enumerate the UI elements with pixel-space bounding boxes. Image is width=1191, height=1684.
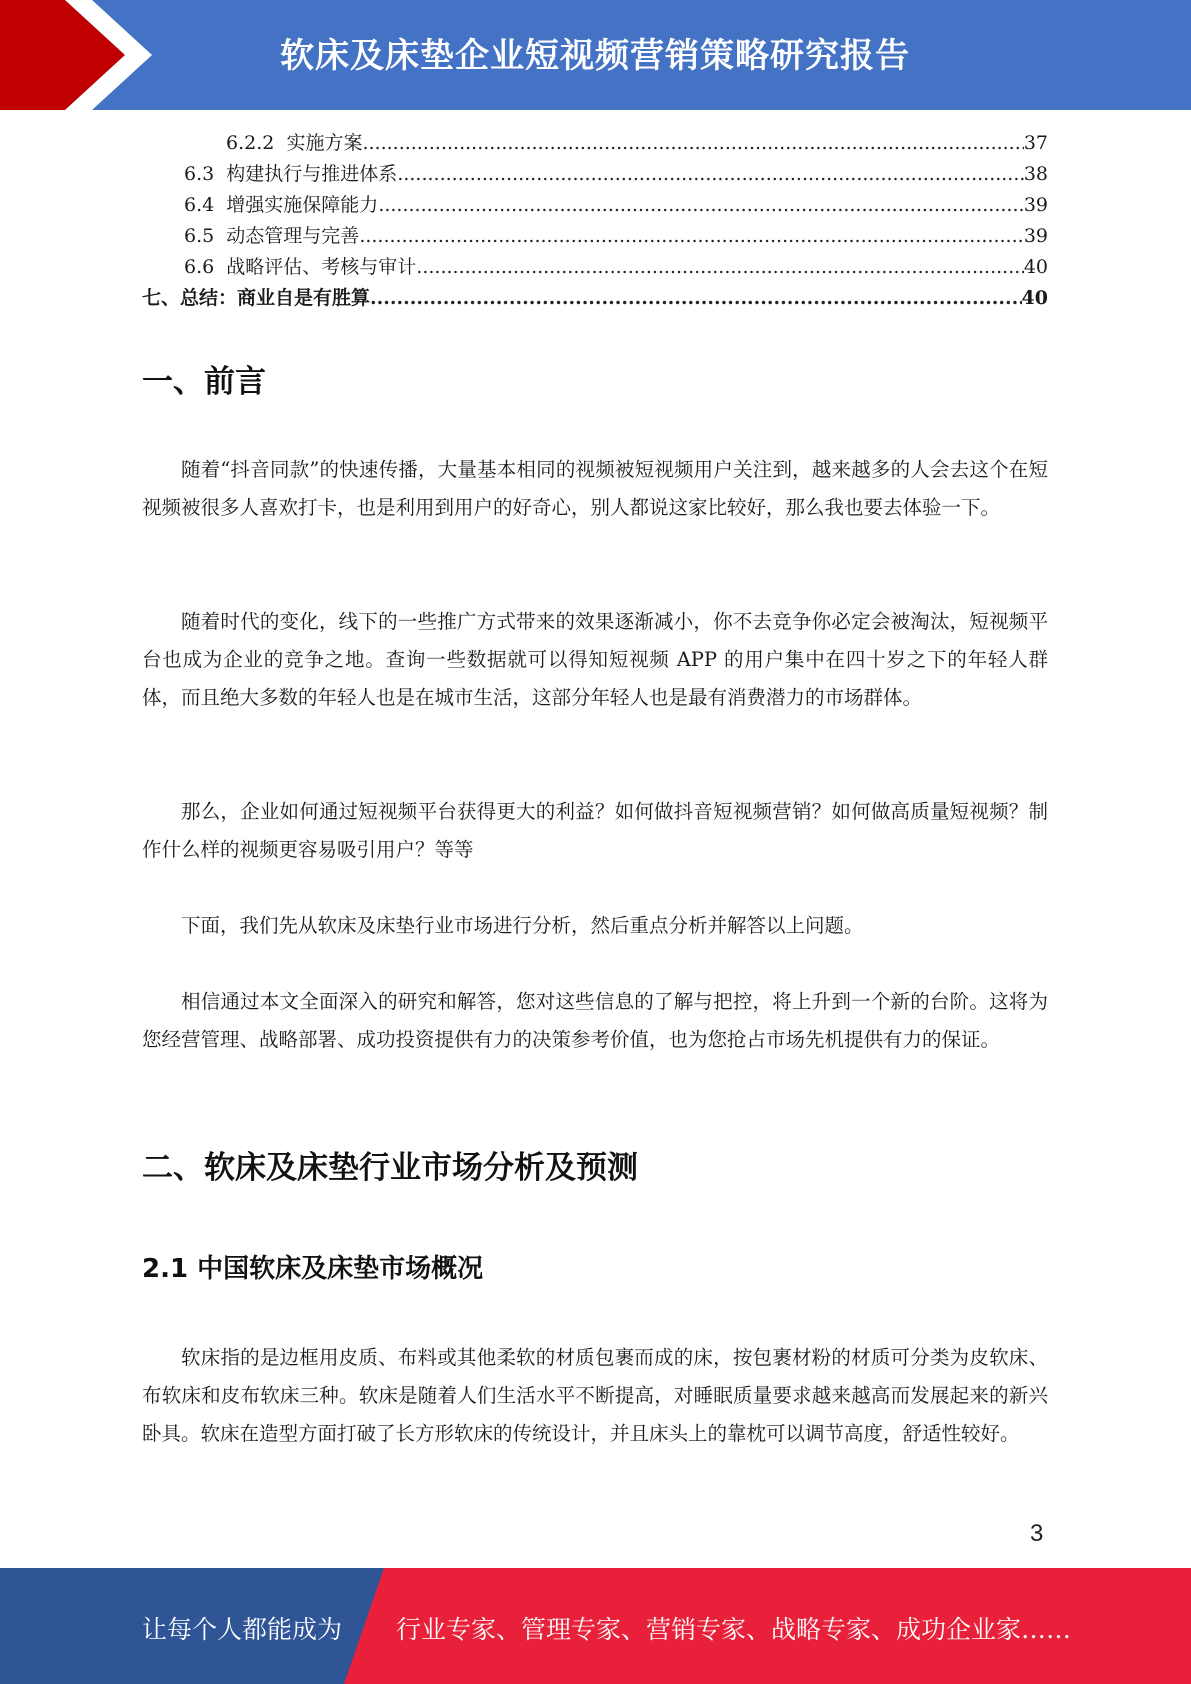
- toc-leader-dots: [378, 190, 1024, 220]
- page-footer: [0, 1568, 1191, 1684]
- footer-slogan-left: 让每个人都能成为: [142, 1615, 343, 1644]
- paragraph: 随着“抖音同款”的快速传播，大量基本相同的视频被短视频用户关注到，越来越多的人会去这个在短视频被很多人喜欢打卡，也是利用到用户的好奇心，别人都说这家比较好，那么我也要去体验一下。: [142, 458, 1048, 519]
- toc-entry-title: 实施方案: [286, 132, 363, 154]
- toc-entry-page: 39: [1023, 194, 1048, 216]
- toc-entry-title: 增强实施保障能力: [226, 194, 379, 216]
- toc-entry[interactable]: [184, 159, 1048, 189]
- toc-leader-dots: [359, 221, 1024, 251]
- page-header: [0, 0, 1191, 110]
- paragraph: 随着时代的变化，线下的一些推广方式带来的效果逐渐减小，你不去竞争你必定会被淘汰，短视频平台也成为企业的竞争之地。查询一些数据就可以得知短视频 APP 的用户集中在四十岁之下的年轻人群体，而且绝大多数的年轻人也是在城市生活，这部分年轻人也是最有消费潜力的市场群体。: [142, 610, 1048, 709]
- paragraph: 下面，我们先从软床及床垫行业市场进行分析，然后重点分析并解答以上问题。: [181, 914, 864, 937]
- toc-leader-dots: [416, 252, 1024, 282]
- toc-leader-dots: [370, 283, 1022, 313]
- toc-entry-page: 40: [1023, 256, 1048, 278]
- toc-entry-title: 战略评估、考核与审计: [226, 256, 417, 278]
- toc-entry-title: 构建执行与推进体系: [226, 163, 398, 185]
- paragraph: 那么，企业如何通过短视频平台获得更大的利益？如何做抖音短视频营销？如何做高质量短视频？制作什么样的视频更容易吸引用户？等等: [142, 800, 1048, 861]
- toc-entry-page: 39: [1023, 225, 1048, 247]
- section-heading-preface: 一、前言: [142, 364, 266, 400]
- toc-leader-dots: [397, 159, 1024, 189]
- toc-entry[interactable]: [184, 190, 1048, 220]
- toc-entry-page: 38: [1023, 163, 1048, 185]
- toc-entry-page: 40: [1021, 287, 1048, 309]
- report-title: 软床及床垫企业短视频营销策略研究报告: [280, 36, 910, 76]
- toc-entry-number: 6.6: [184, 256, 227, 278]
- toc-entry-title: 动态管理与完善: [226, 225, 360, 247]
- toc-entry-number: 6.2.2: [226, 132, 287, 154]
- toc-leader-dots: [362, 128, 1023, 158]
- footer-slogan-right: 行业专家、管理专家、营销专家、战略专家、成功企业家……: [396, 1615, 1072, 1644]
- toc-entry-chapter[interactable]: [142, 283, 1048, 313]
- subsection-heading-market-overview: 2.1 中国软床及床垫市场概况: [142, 1254, 484, 1284]
- paragraph: 软床指的是边框用皮质、布料或其他柔软的材质包裹而成的床，按包裹材粉的材质可分类为皮软床、布软床和皮布软床三种。软床是随着人们生活水平不断提高，对睡眠质量要求越来越高而发展起来的新兴卧具。软床在造型方面打破了长方形软床的传统设计，并且床头上的靠枕可以调节高度，舒适性较好。: [142, 1346, 1048, 1445]
- toc-entry-page: 37: [1023, 132, 1048, 154]
- toc-entry-number: 6.4: [184, 194, 227, 216]
- paragraph: 相信通过本文全面深入的研究和解答，您对这些信息的了解与把控，将上升到一个新的台阶。这将为您经营管理、战略部署、成功投资提供有力的决策参考价值，也为您抢占市场先机提供有力的保证。: [142, 990, 1048, 1051]
- toc-entry[interactable]: [184, 252, 1048, 282]
- toc-entry[interactable]: [226, 128, 1048, 158]
- toc-entry-number: 6.3: [184, 163, 227, 185]
- section-heading-market-analysis: 二、软床及床垫行业市场分析及预测: [142, 1150, 638, 1186]
- toc-entry-number: 6.5: [184, 225, 227, 247]
- toc-entry[interactable]: [184, 221, 1048, 251]
- page-number: 3: [1030, 1520, 1044, 1547]
- toc-entry-title: 七、总结：商业自是有胜算: [142, 287, 371, 309]
